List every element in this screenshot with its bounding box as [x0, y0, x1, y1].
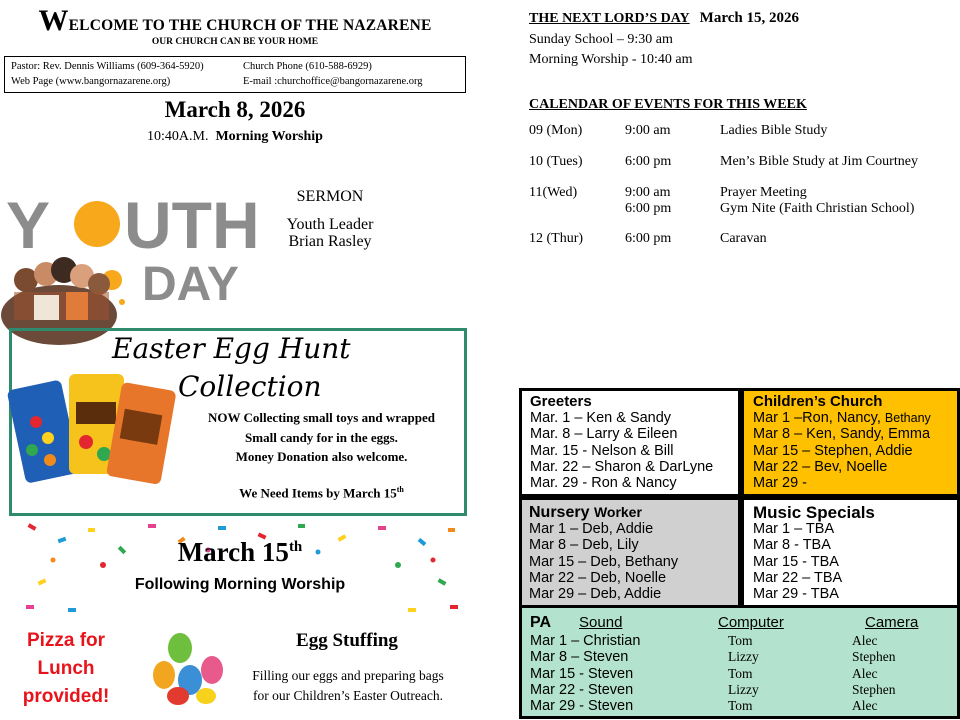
- greeter-row: Mar. 8 – Larry & Eileen: [530, 426, 678, 443]
- calendar-event: Caravan: [720, 231, 767, 246]
- pizza-line1: Pizza for: [26, 630, 106, 651]
- youth-logo-day: DAY: [142, 258, 239, 311]
- calendar-day: 12 (Thur): [529, 231, 584, 246]
- speaker-name: Brian Rasley: [288, 233, 372, 250]
- sunday-school-time: Sunday School – 9:30 am: [529, 32, 673, 47]
- pa-computer-values: [728, 633, 759, 714]
- calendar-day: 10 (Tues): [529, 154, 583, 169]
- childrens-row: Mar 22 – Bev, Noelle: [753, 458, 888, 475]
- youth-logo-uth: UTH: [124, 188, 260, 262]
- childrens-church-title: Children’s Church: [753, 393, 883, 410]
- calendar-event: Ladies Bible Study: [720, 123, 828, 138]
- youth-logo-y: Y: [6, 188, 51, 262]
- web-page: Web Page (www.bangornazarene.org): [11, 76, 171, 87]
- pa-panel: [519, 605, 960, 719]
- egg-hunt-deadline: [180, 485, 463, 501]
- event-date-sup: th: [288, 539, 303, 555]
- welcome-title: [0, 4, 470, 38]
- calendar-time: 9:00 am: [625, 185, 671, 200]
- youth-day-graphic: [4, 180, 260, 320]
- youth-logo-o-icon: [74, 201, 120, 247]
- nursery-row: Mar 29 – Deb, Addie: [529, 586, 662, 603]
- pizza-notice: [6, 627, 126, 711]
- confetti-banner: [18, 520, 462, 620]
- pa-camera-label: Camera: [865, 614, 919, 631]
- nursery-row: Mar 15 – Deb, Bethany: [529, 553, 679, 570]
- easter-egg-icon: [150, 630, 230, 705]
- nursery-panel: [519, 497, 741, 608]
- pizza-line2: Lunch: [37, 658, 95, 679]
- pa-title-text: PA: [530, 614, 552, 631]
- pa-sound-column: [530, 614, 640, 714]
- candy-bags-image: [14, 372, 174, 487]
- calendar-day: 09 (Mon): [529, 123, 583, 138]
- pa-sound-row: Mar 8 – Steven: [530, 649, 629, 666]
- pa-sound-row: Mar 29 - Steven: [530, 698, 634, 715]
- calendar-time: 6:00 pm: [625, 231, 672, 246]
- music-row: Mar 29 - TBA: [753, 586, 839, 603]
- music-row: Mar 15 - TBA: [753, 553, 839, 570]
- stuffing-line2: for our Children’s Easter Outreach.: [252, 688, 444, 703]
- nursery-row: Mar 22 – Deb, Noelle: [529, 569, 667, 586]
- pa-camera-row: Stephen: [852, 681, 896, 697]
- calendar-event: Prayer Meeting: [720, 185, 807, 200]
- pa-camera-column: [865, 614, 918, 633]
- event-following: Following Morning Worship: [134, 576, 346, 593]
- sermon-label: SERMON: [296, 188, 364, 205]
- egg-hunt-line2: Small candy for in the eggs.: [245, 429, 398, 445]
- greeter-row: Mar. 15 - Nelson & Bill: [530, 442, 674, 459]
- bulletin-date: March 8, 2026: [164, 97, 306, 122]
- nursery-row: Mar 8 – Deb, Lily: [529, 537, 639, 554]
- pa-camera-row: Alec: [852, 698, 878, 714]
- church-email: E-mail :churchoffice@bangornazarene.org: [243, 76, 423, 87]
- greeters-title: Greeters: [530, 393, 592, 410]
- pa-computer-label: Computer: [718, 614, 784, 631]
- childrens-row1-text: Mar 1 –Ron, Nancy,: [753, 410, 885, 426]
- contact-box: [4, 56, 466, 93]
- childrens-row: [753, 410, 948, 426]
- greeters-panel: [519, 388, 741, 497]
- pastor-info: Pastor: Rev. Dennis Williams (609-364-5920): [11, 61, 204, 72]
- nursery-title-text: Nursery: [529, 504, 590, 521]
- egg-stuffing-title: Egg Stuffing: [296, 630, 398, 651]
- calendar-event: Gym Nite (Faith Christian School): [720, 201, 915, 216]
- childrens-row: Mar 8 – Ken, Sandy, Emma: [753, 426, 931, 443]
- egg-hunt-subtitle: Collection: [178, 370, 322, 403]
- pa-sound-row: Mar 1 – Christian: [530, 633, 641, 649]
- next-day-date: March 15, 2026: [699, 10, 799, 26]
- service-name: Morning Worship: [215, 129, 323, 144]
- pa-camera-row: Alec: [852, 665, 878, 681]
- childrens-church-panel: [741, 388, 960, 497]
- calendar-time: 6:00 pm: [625, 154, 672, 169]
- calendar-time: 6:00 pm: [625, 201, 672, 216]
- morning-worship-time: Morning Worship - 10:40 am: [529, 52, 693, 67]
- music-specials-panel: [741, 497, 960, 608]
- next-lords-day: [529, 10, 799, 27]
- event-date: [18, 537, 462, 568]
- stuffing-line1: Filling our eggs and preparing bags: [252, 668, 444, 683]
- welcome-rest: ELCOME TO THE CHURCH OF THE NAZARENE: [68, 17, 432, 34]
- music-title: Music Specials: [753, 503, 875, 522]
- welcome-initial: W: [38, 4, 69, 37]
- nursery-title-small: Worker: [593, 504, 642, 520]
- pa-computer-row: Lizzy: [728, 681, 759, 697]
- pa-camera-row: Alec: [852, 633, 878, 648]
- deadline-text: We Need Items by March 15: [239, 485, 397, 501]
- music-row: Mar 22 – TBA: [753, 569, 843, 586]
- confetti-icon: [18, 520, 462, 620]
- pa-sound-row: Mar 22 - Steven: [530, 681, 634, 698]
- deadline-sup: th: [396, 485, 404, 494]
- greeter-row: Mar. 29 - Ron & Nancy: [530, 475, 677, 492]
- calendar-day: 11(Wed): [529, 185, 578, 200]
- pa-camera-values: [852, 633, 896, 714]
- pa-sound-label: Sound: [579, 614, 623, 631]
- church-phone: Church Phone (610-588-6929): [243, 61, 372, 72]
- music-row: Mar 8 - TBA: [753, 537, 831, 554]
- calendar-title: CALENDAR OF EVENTS FOR THIS WEEK: [529, 97, 807, 112]
- egg-hunt-details: [180, 408, 463, 467]
- pa-computer-row: Tom: [728, 698, 753, 714]
- easter-eggs-image: [150, 630, 230, 705]
- pa-computer-row: Tom: [728, 665, 753, 681]
- pa-computer-row: Lizzy: [728, 649, 759, 665]
- greeter-row: Mar. 22 – Sharon & DarLyne: [530, 458, 714, 475]
- pizza-line3: provided!: [22, 686, 110, 707]
- church-motto: OUR CHURCH CAN BE YOUR HOME: [151, 37, 319, 47]
- pa-sound-row: Mar 15 - Steven: [530, 665, 634, 682]
- nursery-row: Mar 1 – Deb, Addie: [529, 521, 654, 537]
- pa-computer-row: Tom: [728, 633, 753, 648]
- egg-hunt-title: Easter Egg Hunt: [112, 332, 351, 365]
- youth-dot-small-icon: [119, 299, 125, 305]
- pa-camera-row: Stephen: [852, 649, 896, 665]
- egg-stuffing-details: [232, 666, 464, 706]
- calendar-event: Men’s Bible Study at Jim Courtney: [720, 154, 918, 169]
- music-row: Mar 1 – TBA: [753, 521, 835, 537]
- greeter-row: Mar. 1 – Ken & Sandy: [530, 410, 672, 426]
- sermon-block: [240, 188, 420, 250]
- calendar-time: 9:00 am: [625, 123, 671, 138]
- speaker-title: Youth Leader: [286, 216, 374, 233]
- service-time: 10:40A.M.: [147, 129, 209, 144]
- childrens-row1-small: Bethany: [884, 411, 931, 425]
- nursery-title: [529, 504, 731, 521]
- childrens-row: Mar 15 – Stephen, Addie: [753, 442, 913, 459]
- pa-computer-column: [718, 614, 784, 633]
- childrens-row: Mar 29 -: [753, 475, 807, 492]
- event-date-text: March 15: [177, 537, 289, 567]
- egg-hunt-line3: Money Donation also welcome.: [235, 449, 408, 464]
- service-info: [0, 129, 470, 145]
- pa-title: [530, 614, 640, 633]
- egg-hunt-line1: NOW Collecting small toys and wrapped: [208, 410, 435, 425]
- next-day-label: THE NEXT LORD’S DAY: [529, 11, 690, 26]
